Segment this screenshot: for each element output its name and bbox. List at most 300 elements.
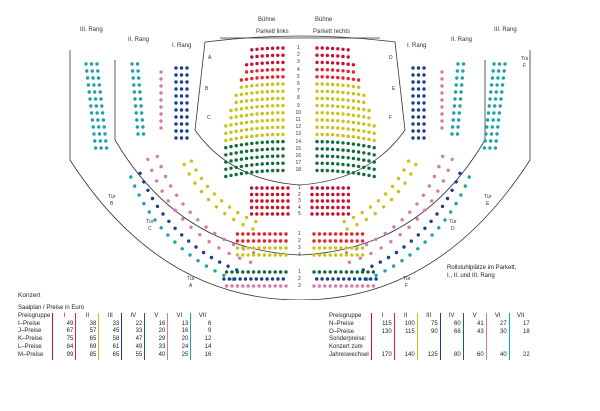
seat-parkett-right[interactable] xyxy=(357,150,360,153)
seat-bottom-left[interactable] xyxy=(257,270,260,273)
seat-lower-left[interactable] xyxy=(279,239,282,242)
seat-parkett-right[interactable] xyxy=(321,82,324,85)
seat-lower-right[interactable] xyxy=(323,246,326,249)
seat-arc-outer-right[interactable] xyxy=(441,155,444,158)
seat-arc-outer3-right[interactable] xyxy=(416,247,419,250)
seat-parkett-left[interactable] xyxy=(245,63,248,66)
seat-mid-right[interactable] xyxy=(331,212,334,215)
seat-arc-outer-left[interactable] xyxy=(160,189,163,192)
seat-parkett-right[interactable] xyxy=(336,112,339,115)
seat-parkett-left[interactable] xyxy=(240,122,243,125)
seat-parkett-left[interactable] xyxy=(261,126,264,129)
seat-parkett-left[interactable] xyxy=(266,112,269,115)
seat-arc-left[interactable] xyxy=(187,172,190,175)
seat-parkett-left[interactable] xyxy=(281,97,284,100)
seat-arc-outer-right[interactable] xyxy=(401,218,404,221)
seat-parkett-right[interactable] xyxy=(352,142,355,145)
seat-arc-left[interactable] xyxy=(200,190,203,193)
seat-lower-right[interactable] xyxy=(356,253,359,256)
seat-mid-right[interactable] xyxy=(342,186,345,189)
seat-bottom-left[interactable] xyxy=(236,284,239,287)
seat-rang3-left[interactable] xyxy=(85,69,88,72)
seat-mid-right[interactable] xyxy=(347,212,350,215)
seat-lower-right[interactable] xyxy=(318,232,321,235)
seat-rang3-left[interactable] xyxy=(98,83,101,86)
seat-mid-right[interactable] xyxy=(331,206,334,209)
seat-mid-left[interactable] xyxy=(271,199,274,202)
seat-bottom-right[interactable] xyxy=(356,270,359,273)
seat-bottom-right[interactable] xyxy=(312,270,315,273)
seat-parkett-left[interactable] xyxy=(281,133,284,136)
seat-arc-outer-right[interactable] xyxy=(423,209,426,212)
seat-mid-right[interactable] xyxy=(310,212,313,215)
seat-rang2-right[interactable] xyxy=(453,97,456,100)
seat-arc-left[interactable] xyxy=(228,205,231,208)
seat-arc-left[interactable] xyxy=(213,192,216,195)
seat-mid-right[interactable] xyxy=(321,206,324,209)
seat-bottom-left[interactable] xyxy=(230,284,233,287)
seat-arc-left[interactable] xyxy=(241,223,244,226)
seat-rang1-right[interactable] xyxy=(417,73,420,76)
seat-rang1-right[interactable] xyxy=(422,115,425,118)
seat-arc-left[interactable] xyxy=(190,159,193,162)
seat-parkett-left[interactable] xyxy=(245,157,248,160)
seat-parkett-right[interactable] xyxy=(321,90,324,93)
seat-mid-right[interactable] xyxy=(347,193,350,196)
seat-rang3-left[interactable] xyxy=(99,139,102,142)
seat-bottom-left[interactable] xyxy=(257,284,260,287)
seat-parkett-right[interactable] xyxy=(341,91,344,94)
seat-rang3-right[interactable] xyxy=(494,146,497,149)
seat-arc-right[interactable] xyxy=(355,223,358,226)
seat-rang1-right[interactable] xyxy=(422,136,425,139)
seat-parkett-left[interactable] xyxy=(276,154,279,157)
seat-parkett-left[interactable] xyxy=(224,124,227,127)
seat-parkett-right[interactable] xyxy=(367,138,370,141)
seat-parkett-right[interactable] xyxy=(341,170,344,173)
seat-rang2-left[interactable] xyxy=(141,125,144,128)
seat-rang3-right[interactable] xyxy=(503,69,506,72)
seat-parkett-left[interactable] xyxy=(261,98,264,101)
seat-mid-right[interactable] xyxy=(321,193,324,196)
seat-lower-right[interactable] xyxy=(329,253,332,256)
seat-parkett-left[interactable] xyxy=(250,113,253,116)
seat-rang2-right[interactable] xyxy=(460,83,463,86)
seat-mid-right[interactable] xyxy=(336,206,339,209)
seat-rang1-left-outer[interactable] xyxy=(159,126,162,129)
seat-lower-left[interactable] xyxy=(263,239,266,242)
seat-bottom-right[interactable] xyxy=(366,284,369,287)
seat-arc-outer3-right[interactable] xyxy=(468,175,471,178)
seat-parkett-right[interactable] xyxy=(357,78,360,81)
seat-rang3-right[interactable] xyxy=(492,111,495,114)
seat-arc-outer2-right[interactable] xyxy=(423,227,426,230)
seat-mid-left[interactable] xyxy=(250,193,253,196)
seat-rang1-left[interactable] xyxy=(174,129,177,132)
seat-rang1-left[interactable] xyxy=(180,80,183,83)
seat-rang3-left[interactable] xyxy=(92,125,95,128)
seat-parkett-right[interactable] xyxy=(373,168,376,171)
seat-parkett-right[interactable] xyxy=(352,150,355,153)
seat-parkett-left[interactable] xyxy=(261,170,264,173)
seat-parkett-left[interactable] xyxy=(276,54,279,57)
seat-rang1-left[interactable] xyxy=(174,66,177,69)
seat-lower-right[interactable] xyxy=(345,253,348,256)
seat-parkett-right[interactable] xyxy=(321,169,324,172)
seat-mid-left[interactable] xyxy=(266,193,269,196)
seat-parkett-left[interactable] xyxy=(261,47,264,50)
seat-rang3-right[interactable] xyxy=(495,83,498,86)
seat-arc-outer-left[interactable] xyxy=(156,155,159,158)
seat-arc-outer3-right[interactable] xyxy=(449,210,452,213)
seat-arc-outer3-right[interactable] xyxy=(443,218,446,221)
seat-lower-right[interactable] xyxy=(356,246,359,249)
seat-mid-right[interactable] xyxy=(326,206,329,209)
seat-arc-outer3-right[interactable] xyxy=(437,226,440,229)
seat-bottom-right[interactable] xyxy=(334,284,337,287)
seat-rang2-right[interactable] xyxy=(453,104,456,107)
seat-parkett-left[interactable] xyxy=(229,159,232,162)
seat-arc-outer-left[interactable] xyxy=(189,211,192,214)
seat-bottom-right[interactable] xyxy=(337,277,340,280)
seat-rang1-right[interactable] xyxy=(422,80,425,83)
seat-lower-right[interactable] xyxy=(345,239,348,242)
seat-parkett-right[interactable] xyxy=(326,126,329,129)
seat-arc-right[interactable] xyxy=(369,205,372,208)
seat-bottom-right[interactable] xyxy=(361,284,364,287)
seat-lower-left[interactable] xyxy=(257,239,260,242)
seat-arc-right[interactable] xyxy=(361,211,364,214)
seat-arc-outer-right[interactable] xyxy=(379,246,382,249)
seat-arc-outer3-right[interactable] xyxy=(408,253,411,256)
seat-parkett-right[interactable] xyxy=(331,90,334,93)
seat-arc-outer-right[interactable] xyxy=(428,184,431,187)
seat-parkett-right[interactable] xyxy=(336,141,339,144)
seat-lower-right[interactable] xyxy=(323,232,326,235)
seat-parkett-right[interactable] xyxy=(352,106,355,109)
seat-lower-left[interactable] xyxy=(241,239,244,242)
seat-rang2-left[interactable] xyxy=(134,104,137,107)
seat-parkett-right[interactable] xyxy=(357,86,360,89)
seat-bottom-right[interactable] xyxy=(320,277,323,280)
seat-parkett-right[interactable] xyxy=(331,83,334,86)
seat-parkett-left[interactable] xyxy=(250,70,253,73)
seat-rang1-right[interactable] xyxy=(411,66,414,69)
seat-lower-left[interactable] xyxy=(268,232,271,235)
seat-parkett-left[interactable] xyxy=(281,68,284,71)
seat-mid-right[interactable] xyxy=(331,186,334,189)
seat-parkett-left[interactable] xyxy=(235,108,238,111)
seat-lower-right[interactable] xyxy=(323,239,326,242)
seat-arc-left[interactable] xyxy=(236,211,239,214)
seat-parkett-right[interactable] xyxy=(326,140,329,143)
seat-parkett-right[interactable] xyxy=(336,126,339,129)
seat-parkett-right[interactable] xyxy=(315,111,318,114)
seat-mid-left[interactable] xyxy=(250,186,253,189)
seat-lower-left[interactable] xyxy=(279,232,282,235)
seat-lower-right[interactable] xyxy=(339,246,342,249)
seat-arc-left[interactable] xyxy=(254,220,257,223)
seat-parkett-right[interactable] xyxy=(321,118,324,121)
seat-parkett-right[interactable] xyxy=(347,163,350,166)
seat-rang2-left[interactable] xyxy=(139,97,142,100)
seat-arc-outer-right[interactable] xyxy=(365,243,368,246)
seat-parkett-right[interactable] xyxy=(315,75,318,78)
seat-parkett-right[interactable] xyxy=(347,70,350,73)
seat-arc-outer-right[interactable] xyxy=(374,238,377,241)
seat-arc-left[interactable] xyxy=(220,199,223,202)
seat-rang3-right[interactable] xyxy=(491,76,494,79)
seat-parkett-right[interactable] xyxy=(326,97,329,100)
seat-parkett-right[interactable] xyxy=(357,100,360,103)
seat-parkett-left[interactable] xyxy=(250,171,253,174)
seat-parkett-left[interactable] xyxy=(276,111,279,114)
seat-lower-left[interactable] xyxy=(263,246,266,249)
seat-mid-right[interactable] xyxy=(321,199,324,202)
seat-parkett-left[interactable] xyxy=(266,169,269,172)
seat-parkett-right[interactable] xyxy=(331,68,334,71)
seat-rang1-left[interactable] xyxy=(180,136,183,139)
seat-rang1-left[interactable] xyxy=(185,101,188,104)
seat-parkett-left[interactable] xyxy=(281,111,284,114)
seat-bottom-left[interactable] xyxy=(279,270,282,273)
seat-rang3-left[interactable] xyxy=(90,111,93,114)
seat-bottom-right[interactable] xyxy=(353,277,356,280)
seat-arc-outer3-left[interactable] xyxy=(205,264,208,267)
seat-rang2-right[interactable] xyxy=(454,90,457,93)
seat-parkett-left[interactable] xyxy=(240,158,243,161)
seat-mid-left[interactable] xyxy=(281,206,284,209)
seat-rang2-right[interactable] xyxy=(456,69,459,72)
seat-arc-outer2-left[interactable] xyxy=(173,227,176,230)
seat-lower-left[interactable] xyxy=(247,246,250,249)
seat-mid-left[interactable] xyxy=(255,206,258,209)
seat-parkett-left[interactable] xyxy=(255,69,258,72)
seat-arc-outer-left[interactable] xyxy=(159,165,162,168)
seat-rang3-right[interactable] xyxy=(485,125,488,128)
seat-parkett-left[interactable] xyxy=(250,127,253,130)
seat-arc-outer-left[interactable] xyxy=(181,202,184,205)
seat-parkett-right[interactable] xyxy=(367,109,370,112)
seat-parkett-right[interactable] xyxy=(352,114,355,117)
seat-parkett-left[interactable] xyxy=(245,164,248,167)
seat-parkett-left[interactable] xyxy=(261,76,264,79)
seat-rang3-right[interactable] xyxy=(487,111,490,114)
seat-rang3-left[interactable] xyxy=(89,104,92,107)
seat-mid-left[interactable] xyxy=(286,186,289,189)
seat-parkett-left[interactable] xyxy=(235,158,238,161)
seat-mid-right[interactable] xyxy=(310,199,313,202)
seat-rang2-left[interactable] xyxy=(138,83,141,86)
seat-rang1-left-outer[interactable] xyxy=(159,98,162,101)
seat-parkett-right[interactable] xyxy=(336,54,339,57)
seat-rang3-left[interactable] xyxy=(99,97,102,100)
seat-arc-outer3-left[interactable] xyxy=(160,226,163,229)
seat-rang1-right[interactable] xyxy=(422,108,425,111)
seat-lower-right[interactable] xyxy=(312,239,315,242)
seat-mid-left[interactable] xyxy=(281,199,284,202)
seat-rang3-left[interactable] xyxy=(91,76,94,79)
seat-parkett-left[interactable] xyxy=(255,120,258,123)
seat-parkett-left[interactable] xyxy=(261,90,264,93)
seat-mid-left[interactable] xyxy=(276,186,279,189)
seat-rang2-left[interactable] xyxy=(138,90,141,93)
seat-parkett-left[interactable] xyxy=(271,140,274,143)
seat-parkett-left[interactable] xyxy=(266,61,269,64)
seat-rang1-right-outer[interactable] xyxy=(440,98,443,101)
seat-mid-right[interactable] xyxy=(342,206,345,209)
seat-rang1-right[interactable] xyxy=(417,101,420,104)
seat-bottom-right[interactable] xyxy=(347,277,350,280)
seat-arc-right[interactable] xyxy=(403,181,406,184)
seat-bottom-right[interactable] xyxy=(372,284,375,287)
seat-parkett-right[interactable] xyxy=(352,157,355,160)
seat-rang1-right[interactable] xyxy=(417,108,420,111)
seat-mid-left[interactable] xyxy=(260,212,263,215)
seat-rang1-right-outer[interactable] xyxy=(440,91,443,94)
seat-rang3-right[interactable] xyxy=(501,83,504,86)
seat-rang1-left[interactable] xyxy=(174,94,177,97)
seat-arc-outer3-right[interactable] xyxy=(454,202,457,205)
seat-mid-left[interactable] xyxy=(250,199,253,202)
seat-parkett-left[interactable] xyxy=(250,84,253,87)
seat-rang1-right[interactable] xyxy=(411,122,414,125)
seat-parkett-right[interactable] xyxy=(352,63,355,66)
seat-parkett-left[interactable] xyxy=(271,83,274,86)
seat-parkett-right[interactable] xyxy=(315,90,318,93)
seat-rang1-left-outer[interactable] xyxy=(159,77,162,80)
seat-arc-outer-left[interactable] xyxy=(238,257,241,260)
seat-parkett-left[interactable] xyxy=(255,91,258,94)
seat-parkett-left[interactable] xyxy=(240,143,243,146)
seat-arc-outer-left[interactable] xyxy=(175,194,178,197)
seat-parkett-left[interactable] xyxy=(261,155,264,158)
seat-arc-outer-right[interactable] xyxy=(399,233,402,236)
seat-mid-left[interactable] xyxy=(250,206,253,209)
seat-lower-left[interactable] xyxy=(279,246,282,249)
seat-parkett-right[interactable] xyxy=(347,135,350,138)
seat-arc-outer3-left[interactable] xyxy=(133,184,136,187)
seat-parkett-left[interactable] xyxy=(250,77,253,80)
seat-rang3-left[interactable] xyxy=(105,146,108,149)
seat-parkett-left[interactable] xyxy=(271,162,274,165)
seat-rang3-right[interactable] xyxy=(484,139,487,142)
seat-parkett-right[interactable] xyxy=(362,130,365,133)
seat-parkett-right[interactable] xyxy=(331,148,334,151)
seat-mid-left[interactable] xyxy=(276,206,279,209)
seat-arc-outer2-right[interactable] xyxy=(441,205,444,208)
seat-parkett-right[interactable] xyxy=(336,148,339,151)
seat-parkett-left[interactable] xyxy=(245,121,248,124)
seat-arc-outer2-left[interactable] xyxy=(180,233,183,236)
seat-mid-right[interactable] xyxy=(347,186,350,189)
seat-parkett-left[interactable] xyxy=(281,46,284,49)
seat-mid-left[interactable] xyxy=(281,193,284,196)
seat-parkett-right[interactable] xyxy=(321,140,324,143)
seat-lower-right[interactable] xyxy=(350,246,353,249)
seat-parkett-right[interactable] xyxy=(367,116,370,119)
seat-bottom-right[interactable] xyxy=(345,270,348,273)
seat-arc-outer2-left[interactable] xyxy=(226,265,229,268)
seat-arc-outer-left[interactable] xyxy=(150,169,153,172)
seat-arc-outer3-left[interactable] xyxy=(196,259,199,262)
seat-rang2-right[interactable] xyxy=(456,125,459,128)
seat-bottom-right[interactable] xyxy=(318,284,321,287)
seat-parkett-left[interactable] xyxy=(250,106,253,109)
seat-rang2-right[interactable] xyxy=(452,118,455,121)
seat-parkett-right[interactable] xyxy=(326,111,329,114)
seat-arc-outer2-right[interactable] xyxy=(379,260,382,263)
seat-arc-outer-left[interactable] xyxy=(222,238,225,241)
seat-rang2-left[interactable] xyxy=(141,118,144,121)
seat-parkett-right[interactable] xyxy=(367,145,370,148)
seat-rang3-left[interactable] xyxy=(99,146,102,149)
seat-mid-right[interactable] xyxy=(316,212,319,215)
seat-parkett-right[interactable] xyxy=(315,147,318,150)
seat-parkett-right[interactable] xyxy=(315,61,318,64)
seat-parkett-left[interactable] xyxy=(276,118,279,121)
seat-parkett-right[interactable] xyxy=(331,97,334,100)
seat-parkett-left[interactable] xyxy=(261,112,264,115)
seat-lower-right[interactable] xyxy=(312,246,315,249)
seat-arc-outer-left[interactable] xyxy=(189,226,192,229)
seat-parkett-left[interactable] xyxy=(240,172,243,175)
seat-parkett-right[interactable] xyxy=(352,121,355,124)
seat-mid-left[interactable] xyxy=(255,212,258,215)
seat-rang2-left[interactable] xyxy=(136,132,139,135)
seat-rang2-right[interactable] xyxy=(456,62,459,65)
seat-parkett-right[interactable] xyxy=(373,146,376,149)
seat-mid-right[interactable] xyxy=(342,199,345,202)
seat-rang2-right[interactable] xyxy=(461,76,464,79)
seat-rang1-right[interactable] xyxy=(411,87,414,90)
seat-lower-left[interactable] xyxy=(257,253,260,256)
seat-rang1-left[interactable] xyxy=(180,94,183,97)
seat-rang3-left[interactable] xyxy=(94,146,97,149)
seat-parkett-right[interactable] xyxy=(331,162,334,165)
seat-mid-right[interactable] xyxy=(336,193,339,196)
seat-arc-outer-right[interactable] xyxy=(392,225,395,228)
seat-parkett-left[interactable] xyxy=(255,105,258,108)
seat-rang1-right[interactable] xyxy=(422,73,425,76)
seat-parkett-right[interactable] xyxy=(321,104,324,107)
seat-arc-right[interactable] xyxy=(407,159,410,162)
seat-rang3-right[interactable] xyxy=(492,69,495,72)
seat-rang3-left[interactable] xyxy=(88,97,91,100)
seat-parkett-left[interactable] xyxy=(245,92,248,95)
seat-parkett-left[interactable] xyxy=(271,147,274,150)
seat-rang1-left[interactable] xyxy=(185,66,188,69)
seat-arc-outer-left[interactable] xyxy=(207,240,210,243)
seat-parkett-left[interactable] xyxy=(255,48,258,51)
seat-parkett-left[interactable] xyxy=(240,100,243,103)
seat-parkett-right[interactable] xyxy=(352,70,355,73)
seat-rang1-left-outer[interactable] xyxy=(159,70,162,73)
seat-lower-left[interactable] xyxy=(257,232,260,235)
seat-lower-left[interactable] xyxy=(279,253,282,256)
seat-bottom-right[interactable] xyxy=(372,270,375,273)
seat-parkett-left[interactable] xyxy=(250,120,253,123)
seat-arc-right[interactable] xyxy=(377,199,380,202)
seat-parkett-right[interactable] xyxy=(373,160,376,163)
seat-parkett-left[interactable] xyxy=(276,140,279,143)
seat-mid-right[interactable] xyxy=(321,212,324,215)
seat-arc-outer2-right[interactable] xyxy=(435,212,438,215)
seat-rang1-right[interactable] xyxy=(417,94,420,97)
seat-parkett-left[interactable] xyxy=(255,98,258,101)
seat-parkett-left[interactable] xyxy=(250,99,253,102)
seat-lower-left[interactable] xyxy=(252,246,255,249)
